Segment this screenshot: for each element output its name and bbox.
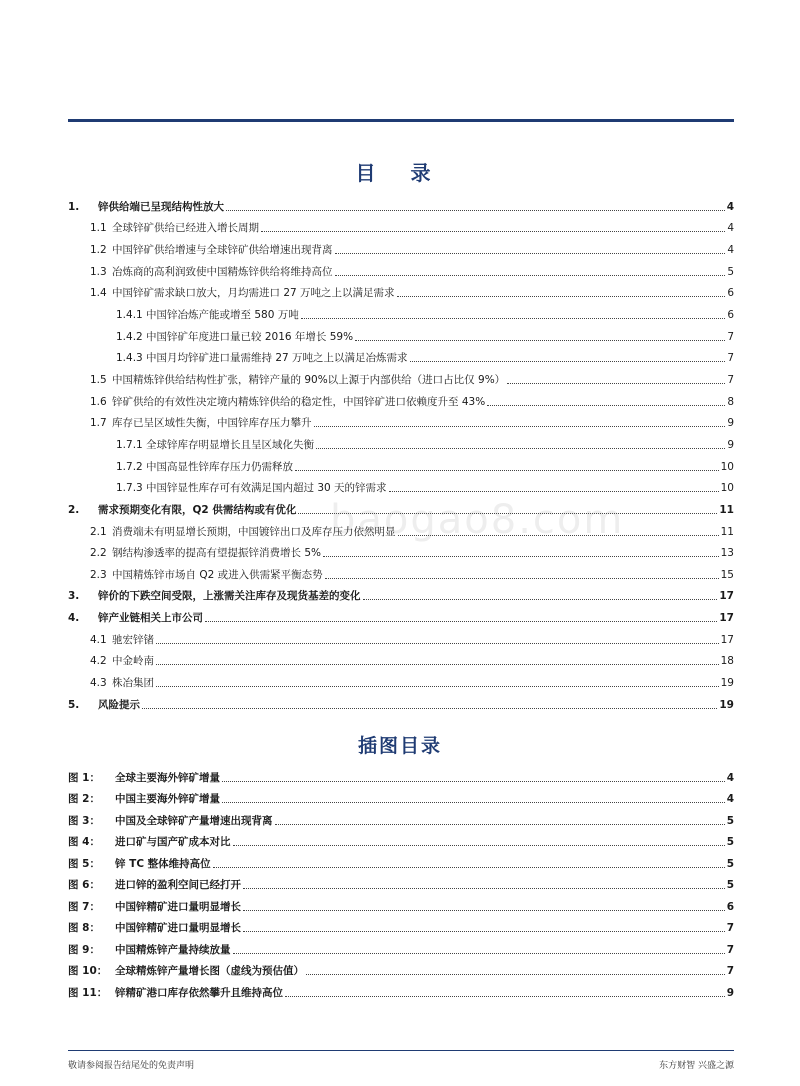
toc-entry-number: 1.7.3 bbox=[116, 482, 143, 495]
leader-dots bbox=[487, 404, 725, 406]
leader-dots bbox=[261, 230, 725, 232]
leader-dots bbox=[306, 973, 725, 975]
figure-entry-number: 图 2： bbox=[68, 793, 100, 805]
toc-entry[interactable] bbox=[68, 322, 734, 344]
toc-entry-number: 1.5 bbox=[90, 373, 107, 386]
toc-entry-label: 中金岭南 bbox=[112, 655, 154, 668]
toc-entry-page: 13 bbox=[720, 547, 734, 560]
toc-entry-label: 株冶集团 bbox=[112, 677, 154, 690]
toc-title: 目 录 bbox=[355, 161, 445, 185]
leader-dots bbox=[301, 317, 726, 319]
toc-entry[interactable] bbox=[68, 603, 734, 625]
toc-entry[interactable] bbox=[68, 409, 734, 431]
toc-entry-label: 中国高显性锌库存压力仍需释放 bbox=[146, 460, 293, 473]
figure-entry-number: 图 3： bbox=[68, 814, 100, 827]
figure-entry-label: 进口锌的盈利空间已经打开 bbox=[115, 879, 241, 891]
figure-entry-number: 图 11： bbox=[68, 986, 108, 999]
figure-entry-label: 锌精矿港口库存依然攀升且维持高位 bbox=[115, 986, 283, 999]
toc-entry-number: 1.2 bbox=[90, 243, 107, 256]
toc-entry[interactable] bbox=[68, 690, 734, 712]
leader-dots bbox=[295, 469, 719, 471]
figure-entry-page: 5 bbox=[726, 836, 734, 848]
toc-entry-label: 锌供给端已呈现结构性放大 bbox=[98, 200, 224, 213]
leader-dots bbox=[156, 685, 719, 687]
toc-entry-page: 11 bbox=[719, 503, 734, 516]
leader-dots bbox=[233, 952, 725, 954]
figures-list bbox=[68, 763, 734, 1000]
toc-entry-page: 7 bbox=[727, 373, 734, 386]
figure-entry-label: 中国锌精矿进口量明显增长 bbox=[115, 922, 241, 934]
figure-entry[interactable] bbox=[68, 871, 734, 893]
figure-entry-label: 进口矿与国产矿成本对比 bbox=[115, 836, 231, 848]
figure-entry-page: 4 bbox=[726, 793, 734, 805]
toc-entry-number: 1.6 bbox=[90, 395, 107, 408]
leader-dots bbox=[397, 295, 726, 297]
toc-entry-number: 5. bbox=[68, 698, 80, 711]
leader-dots bbox=[355, 339, 725, 341]
toc-entry-label: 锌产业链相关上市公司 bbox=[98, 612, 203, 625]
toc-entry-label: 钢结构渗透率的提高有望提振锌消费增长 5% bbox=[112, 547, 321, 560]
figure-entry-number: 图 7： bbox=[68, 900, 100, 913]
toc-entry-number: 1. bbox=[68, 200, 80, 213]
figure-entry-label: 全球主要海外锌矿增量 bbox=[115, 771, 220, 784]
toc-entry-label: 驰宏锌锗 bbox=[112, 633, 154, 646]
figure-entry-page: 9 bbox=[726, 986, 734, 999]
figure-entry-label: 全球精炼锌产量增长图（虚线为预估值） bbox=[115, 965, 304, 977]
toc-entry-label: 中国精炼锌市场自 Q2 或进入供需紧平衡态势 bbox=[112, 568, 323, 581]
leader-dots bbox=[410, 360, 726, 362]
toc-entry-page: 15 bbox=[720, 568, 734, 581]
figure-entry-label: 中国精炼锌产量持续放量 bbox=[115, 943, 231, 956]
toc-entry-number: 4.2 bbox=[90, 655, 107, 668]
toc-entry[interactable] bbox=[68, 560, 734, 582]
toc-entry[interactable] bbox=[68, 300, 734, 322]
toc-entry-label: 风险提示 bbox=[98, 698, 140, 711]
toc-entry-page: 19 bbox=[719, 698, 734, 711]
leader-dots bbox=[335, 252, 726, 254]
toc-entry-page: 4 bbox=[727, 243, 734, 256]
toc-entry-page: 19 bbox=[720, 677, 734, 690]
toc-entry-label: 中国锌矿年度进口量已较 2016 年增长 59% bbox=[146, 330, 354, 343]
toc-entry[interactable] bbox=[68, 365, 734, 387]
toc-entry-label: 中国锌矿供给增速与全球锌矿供给增速出现背离 bbox=[112, 243, 333, 256]
toc-entry-page: 17 bbox=[720, 633, 734, 646]
leader-dots bbox=[325, 577, 719, 579]
figure-entry[interactable] bbox=[68, 978, 734, 1000]
leader-dots bbox=[323, 555, 719, 557]
toc-entry-number: 1.4 bbox=[90, 287, 107, 300]
leader-dots bbox=[316, 447, 725, 449]
figure-entry-number: 图 1： bbox=[68, 771, 100, 784]
toc-entry-label: 中国锌矿需求缺口放大，月均需进口 27 万吨之上以满足需求 bbox=[112, 287, 395, 300]
toc-entry-page: 11 bbox=[720, 525, 734, 538]
toc-entry[interactable] bbox=[68, 192, 734, 214]
figures-title: 插图目录 bbox=[357, 735, 442, 757]
figure-entry[interactable] bbox=[68, 806, 734, 828]
toc-entry-number: 1.7.1 bbox=[116, 438, 143, 451]
header-rule bbox=[68, 119, 734, 122]
toc-entry[interactable] bbox=[68, 625, 734, 647]
toc-entry-number: 3. bbox=[68, 590, 80, 603]
leader-dots bbox=[285, 995, 725, 997]
figure-entry-label: 锌 TC 整体维持高位 bbox=[115, 857, 211, 870]
toc-entry-number: 1.7 bbox=[90, 417, 107, 430]
leader-dots bbox=[222, 801, 725, 803]
leader-dots bbox=[389, 490, 719, 492]
figure-entry[interactable] bbox=[68, 892, 734, 914]
footer-brand: 东方财智 兴盛之源 bbox=[659, 1061, 734, 1071]
leader-dots bbox=[226, 209, 725, 211]
toc-entry-page: 7 bbox=[727, 330, 734, 343]
toc-entry-page: 10 bbox=[720, 460, 734, 473]
toc-entry-page: 4 bbox=[727, 222, 734, 235]
figure-entry-number: 图 8： bbox=[68, 922, 100, 934]
leader-dots bbox=[275, 823, 725, 825]
toc-entry-number: 4.1 bbox=[90, 633, 107, 646]
toc-entry-page: 10 bbox=[720, 482, 734, 495]
toc-entry-label: 锌价的下跌空间受限，上涨需关注库存及现货基差的变化 bbox=[98, 590, 361, 603]
toc-entry[interactable] bbox=[68, 257, 734, 279]
footer-disclaimer: 敬请参阅报告结尾处的免责声明 bbox=[68, 1061, 195, 1071]
toc-entry-label: 中国月均锌矿进口量需维持 27 万吨之上以满足冶炼需求 bbox=[146, 352, 408, 365]
toc-entry-number: 1.4.3 bbox=[116, 352, 143, 365]
figure-entry[interactable] bbox=[68, 785, 734, 807]
toc-entry-number: 1.4.1 bbox=[116, 308, 143, 321]
toc-entry-page: 5 bbox=[727, 265, 734, 278]
toc-entry[interactable] bbox=[68, 647, 734, 669]
figure-entry-label: 中国及全球锌矿产量增速出现背离 bbox=[115, 814, 273, 827]
figure-entry-page: 5 bbox=[726, 857, 734, 870]
toc-entry-page: 9 bbox=[727, 417, 734, 430]
toc-entry-page: 6 bbox=[727, 287, 734, 300]
watermark: baogao8.com bbox=[330, 497, 625, 543]
toc-entry-label: 全球锌库存明显增长且呈区域化失衡 bbox=[146, 438, 314, 451]
toc-entry-number: 4. bbox=[68, 612, 80, 625]
leader-dots bbox=[222, 780, 725, 782]
figure-entry[interactable] bbox=[68, 828, 734, 850]
toc-entry-label: 全球锌矿供给已经进入增长周期 bbox=[112, 222, 259, 235]
figure-entry-number: 图 4： bbox=[68, 836, 100, 848]
toc-entry[interactable] bbox=[68, 668, 734, 690]
toc-entry-number: 2.3 bbox=[90, 568, 107, 581]
toc-entry-page: 8 bbox=[727, 395, 734, 408]
figure-entry-number: 图 10： bbox=[68, 965, 108, 977]
toc-entry-number: 2.2 bbox=[90, 547, 107, 560]
toc-entry-label: 锌矿供给的有效性决定境内精炼锌供给的稳定性，中国锌矿进口依赖度升至 43% bbox=[112, 395, 486, 408]
toc-entry[interactable] bbox=[68, 279, 734, 301]
toc-entry-page: 18 bbox=[720, 655, 734, 668]
figure-entry-label: 中国主要海外锌矿增量 bbox=[115, 793, 220, 805]
toc-entry-number: 1.3 bbox=[90, 265, 107, 278]
toc-entry-label: 中国锌显性库存可有效满足国内超过 30 天的锌需求 bbox=[146, 482, 387, 495]
toc-entry-label: 冶炼商的高利润致使中国精炼锌供给将维持高位 bbox=[112, 265, 333, 278]
toc-entry-page: 7 bbox=[727, 352, 734, 365]
figure-entry-page: 4 bbox=[726, 771, 734, 784]
toc-entry[interactable] bbox=[68, 344, 734, 366]
toc-entry-page: 4 bbox=[726, 200, 734, 213]
toc-entry-page: 17 bbox=[719, 590, 734, 603]
figure-entry[interactable] bbox=[68, 763, 734, 785]
toc-entry-label: 库存已呈区域性失衡，中国锌库存压力攀升 bbox=[112, 417, 312, 430]
leader-dots bbox=[156, 642, 719, 644]
figure-entry[interactable] bbox=[68, 914, 734, 936]
toc-entry-label: 消费端未有明显增长预期，中国镀锌出口及库存压力依然明显 bbox=[112, 525, 396, 538]
toc-entry-number: 1.4.2 bbox=[116, 330, 143, 343]
leader-dots bbox=[243, 887, 725, 889]
toc-entry[interactable] bbox=[68, 214, 734, 236]
leader-dots bbox=[243, 930, 725, 932]
toc-entry[interactable] bbox=[68, 235, 734, 257]
toc-entry[interactable] bbox=[68, 430, 734, 452]
toc-entry[interactable] bbox=[68, 582, 734, 604]
leader-dots bbox=[314, 425, 726, 427]
figure-entry-number: 图 5： bbox=[68, 857, 100, 870]
figure-entry-page: 7 bbox=[726, 965, 734, 977]
footer-rule bbox=[68, 1050, 734, 1051]
figure-entry[interactable] bbox=[68, 935, 734, 957]
toc-entry[interactable] bbox=[68, 387, 734, 409]
leader-dots bbox=[243, 909, 725, 911]
toc-entry[interactable] bbox=[68, 452, 734, 474]
figure-entry-page: 7 bbox=[726, 943, 734, 956]
figure-entry-number: 图 6： bbox=[68, 879, 100, 891]
table-of-contents bbox=[68, 192, 734, 712]
toc-entry-number: 4.3 bbox=[90, 677, 107, 690]
toc-entry-number: 2. bbox=[68, 503, 80, 516]
figure-entry-label: 中国锌精矿进口量明显增长 bbox=[115, 900, 241, 913]
leader-dots bbox=[363, 598, 718, 600]
leader-dots bbox=[213, 866, 725, 868]
leader-dots bbox=[233, 844, 725, 846]
toc-entry-label: 中国锌冶炼产能或增至 580 万吨 bbox=[146, 308, 299, 321]
figure-entry-page: 6 bbox=[726, 900, 734, 913]
figure-entry[interactable] bbox=[68, 957, 734, 979]
toc-entry-label: 需求预期变化有限，Q2 供需结构或有优化 bbox=[98, 503, 297, 516]
leader-dots bbox=[507, 382, 725, 384]
toc-entry-label: 中国精炼锌供给结构性扩张，精锌产量的 90%以上源于内部供给（进口占比仅 9%） bbox=[112, 373, 506, 386]
figure-entry-page: 7 bbox=[726, 922, 734, 934]
leader-dots bbox=[142, 707, 717, 709]
figure-entry-page: 5 bbox=[726, 814, 734, 827]
toc-entry-number: 1.7.2 bbox=[116, 460, 143, 473]
leader-dots bbox=[335, 274, 726, 276]
toc-entry-page: 6 bbox=[727, 308, 734, 321]
toc-entry-number: 2.1 bbox=[90, 525, 107, 538]
figure-entry-page: 5 bbox=[726, 879, 734, 891]
toc-entry-page: 17 bbox=[719, 612, 734, 625]
leader-dots bbox=[156, 663, 719, 665]
figure-entry[interactable] bbox=[68, 849, 734, 871]
toc-entry-number: 1.1 bbox=[90, 222, 107, 235]
toc-entry-page: 9 bbox=[727, 438, 734, 451]
leader-dots bbox=[205, 620, 717, 622]
figure-entry-number: 图 9： bbox=[68, 943, 100, 956]
toc-entry[interactable] bbox=[68, 474, 734, 496]
